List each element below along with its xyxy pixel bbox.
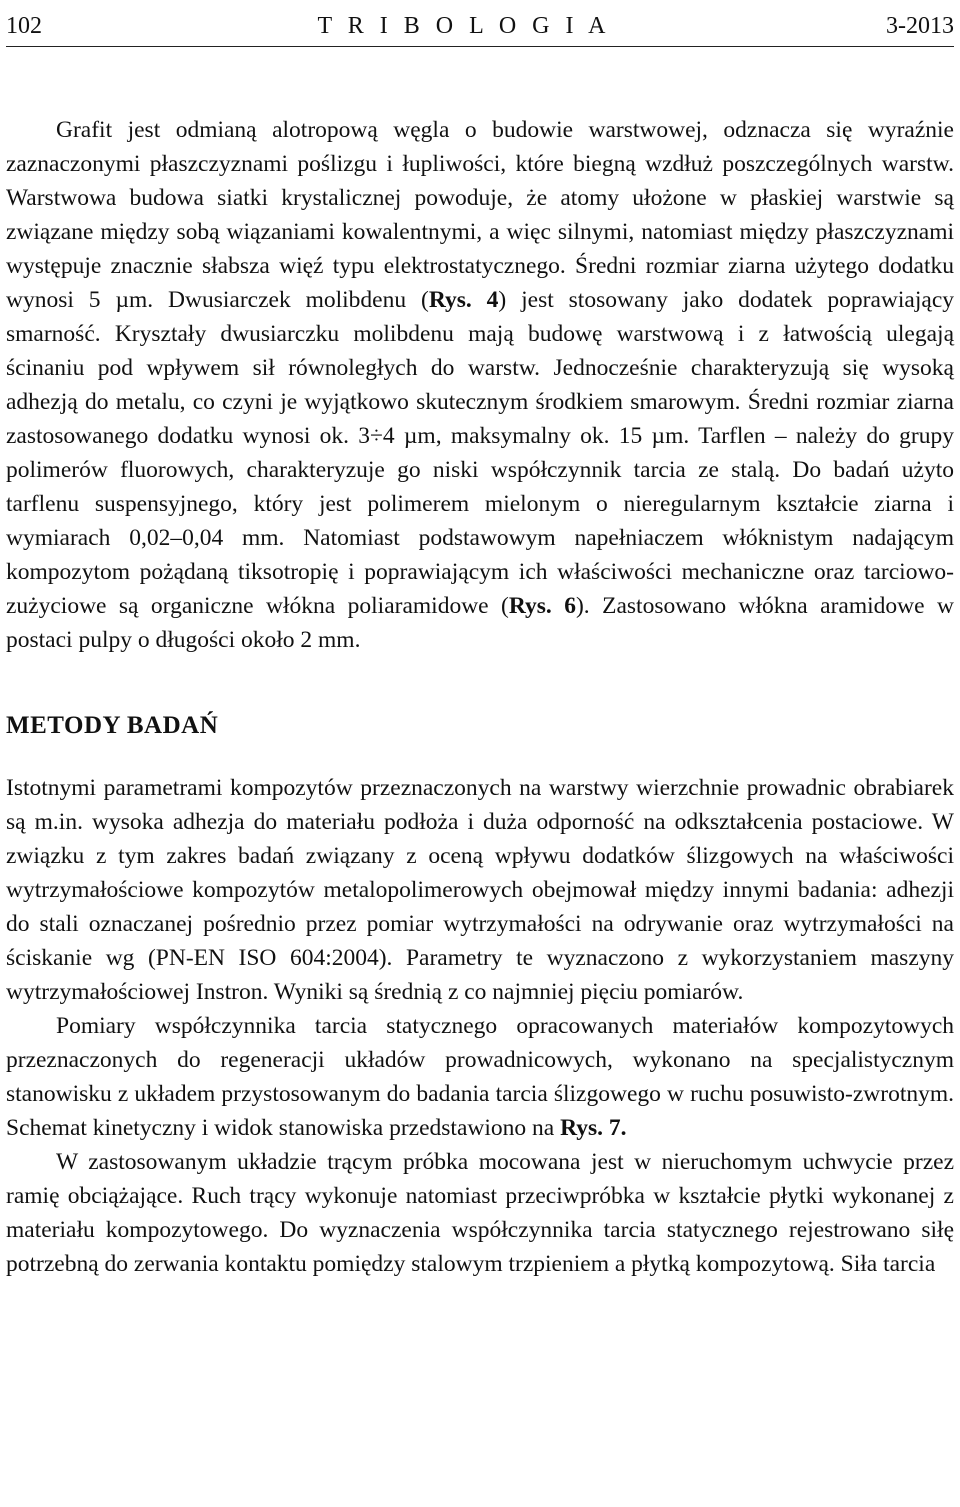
figure-reference: Rys. (428, 287, 472, 313)
body-text (6, 113, 954, 1281)
paragraph-text: Pomiary współczynnika tarcia statycznego opracowanych materiałów kompozytowych przeznaczonych do regeneracji układów prowadnicowych, wykonano na specjalistycznym stanowisku z układem przystosowanym do badania tarcia ślizgowego w ruchu posuwisto-zwrotnym. Schemat kinetyczny i widok stanowiska przedstawiono na (6, 1013, 954, 1141)
paragraph-friction-measurement (6, 1009, 954, 1145)
figure-reference: Rys. 6 (508, 593, 576, 619)
paragraph-text: ) jest stosowany jako dodatek poprawiający smarność. Kryształy dwusiarczku molibdenu mają budowę warstwową i z łatwością ulegają ścinaniu pod wpływem sił równoległych do warstw. Jednocześnie charakteryzują się wysoką adhezją do metalu, co czyni je wyjątkowo skutecznym środkiem smarowym. Średni rozmiar ziarna zastosowanego dodatku wynosi ok. 3÷4 µm, maksymalny ok. 15 µm. Tarflen – należy do grupy polimerów fluorowych, charakteryzuje go niski współczynnik tarcia ze stalą. Do badań użyto tarflenu suspensyjnego, który jest polimerem mielonym o nieregularnym kształcie ziarna i wymiarach 0,02–0,04 mm. Natomiast podstawowym napełniaczem włóknistym nadającym kompozytom pożądaną tiksotropię i poprawiającym ich właściwości mechaniczne oraz tarciowo-zużyciowe są organiczne włókna poliaramidowe ( (6, 287, 954, 619)
journal-title: T R I B O L O G I A (317, 13, 611, 39)
running-header (6, 0, 954, 47)
paragraph-text: ). Zastosowano włókna aramidowe w postaci pulpy o długości około 2 mm. (6, 593, 954, 653)
paragraph-methods: Istotnymi parametrami kompozytów przeznaczonych na warstwy wierzchnie prowadnic obrabiarek są m.in. wysoka adhezja do materiału podłoża i duża odporność na odkształcenia postaciowe. W związku z tym zakres badań związany z oceną wpływu dodatków ślizgowych na właściwości wytrzymałościowe kompozytów metalopolimerowych obejmował między innymi badania: adhezji do stali oznaczanej pośrednio przez pomiar wytrzymałości na odrywanie oraz wytrzymałości na ściskanie wg (PN-EN ISO 604:2004). Parametry te wyznaczono z wykorzystaniem maszyny wytrzymałościowej Instron. Wyniki są średnią z co najmniej pięciu pomiarów. (6, 775, 954, 1005)
paragraph-additives (6, 113, 954, 657)
section-heading: METODY BADAŃ (6, 712, 219, 739)
page-number: 102 (6, 13, 42, 39)
figure-reference-number: 4 (486, 287, 499, 313)
issue-number: 3-2013 (886, 13, 954, 39)
paragraph-text: Grafit jest odmianą alotropową węgla o budowie warstwowej, odznacza się wyraźnie zaznaczonymi płaszczyznami poślizgu i łupliwości, które biegną wzdłuż poszczególnych warstw. Warstwowa budowa siatki krystalicznej powoduje, że atomy ułożone w płaskiej warstwie są związane między sobą wiązaniami kowalentnymi, a więc silnymi, natomiast między płaszczyznami występuje znacznie słabsza więź typu elektrostatycznego. Średni rozmiar ziarna użytego dodatku wynosi 5 µm. Dwusiarczek molibdenu ( (6, 117, 954, 313)
figure-reference: Rys. 7. (560, 1115, 627, 1141)
paragraph-test-setup: W zastosowanym układzie trącym próbka mocowana jest w nieruchomym uchwycie przez ramię obciążające. Ruch trący wykonuje natomiast przeciwpróbka w kształcie płytki wykonanej z materiału kompozytowego. Do wyznaczenia współczynnika tarcia statycznego rejestrowano siłę potrzebną do zerwania kontaktu pomiędzy stalowym trzpieniem a płytką kompozytową. Siła tarcia (6, 1149, 954, 1277)
